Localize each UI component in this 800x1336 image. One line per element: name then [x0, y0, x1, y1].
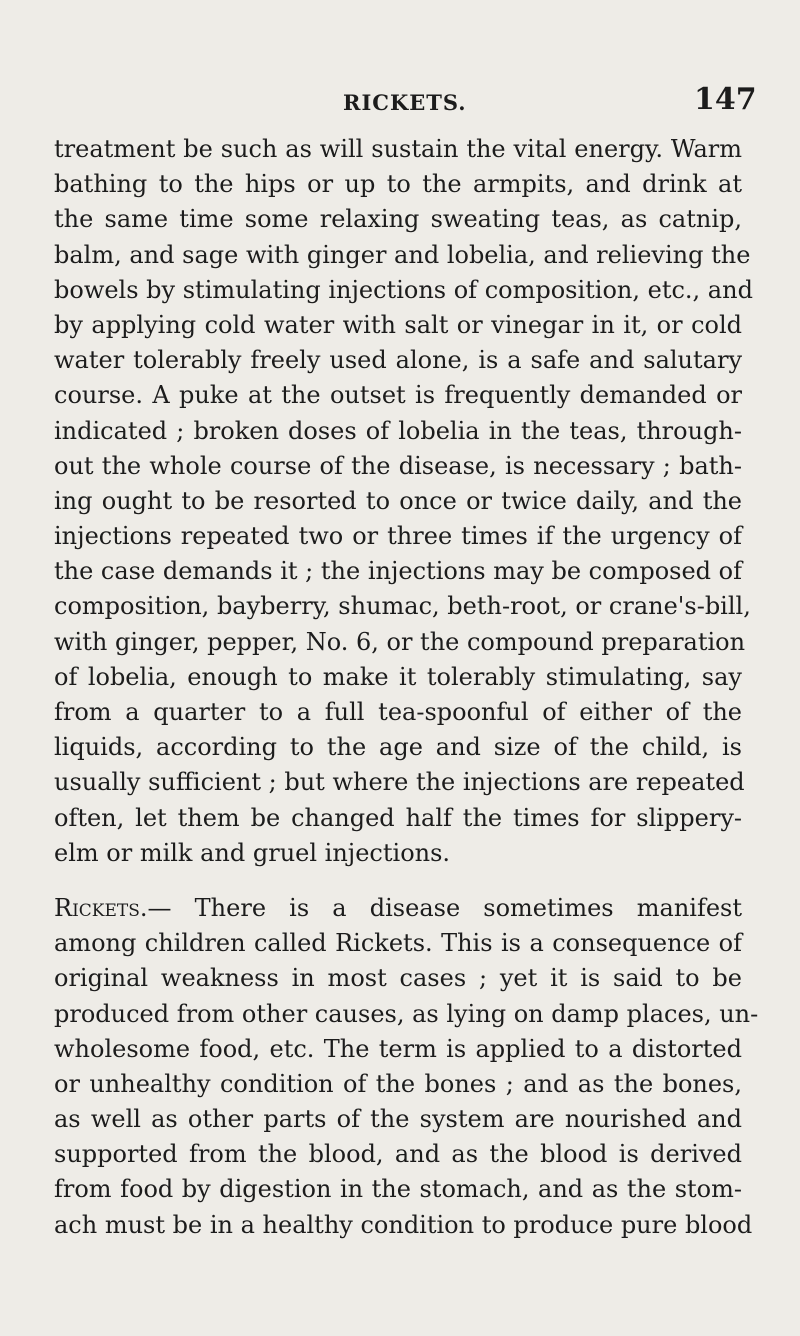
text-line: bathing to the hips or up to the armpits, and drink at	[54, 170, 742, 199]
body-text	[54, 132, 759, 1243]
paragraph-rickets	[54, 891, 759, 1243]
text-line: water tolerably freely used alone, is a safe and salutary	[54, 346, 742, 375]
text-line: with ginger, pepper, No. 6, or the compound preparation	[54, 627, 746, 656]
text-line: as well as other parts of the system are nourished and	[54, 1105, 742, 1134]
text-line: from food by digestion in the stomach, and as the stom-	[54, 1175, 742, 1204]
text-line: the case demands it ; the injections may be composed of	[54, 557, 742, 586]
text-line: produced from other causes, as lying on damp places, un-	[54, 999, 759, 1028]
text-line: often, let them be changed half the times for slippery-	[54, 803, 742, 832]
text-line: treatment be such as will sustain the vital energy. Warm	[54, 135, 742, 163]
text-line: injections repeated two or three times if the urgency of	[54, 522, 742, 551]
heading-continuation: — There is a disease sometimes manifest	[147, 893, 742, 922]
text-line: ing ought to be resorted to once or twice daily, and the	[54, 486, 742, 515]
paragraph-spacer	[54, 871, 742, 891]
text-line: usually sufficient ; but where the injections are repeated	[54, 768, 745, 797]
paragraph-treatment	[54, 132, 753, 871]
text-line: or unhealthy condition of the bones ; and as the bones,	[54, 1069, 742, 1098]
text-line: course. A puke at the outset is frequently demanded or	[54, 381, 742, 410]
section-heading-rickets: Rickets.	[54, 893, 148, 922]
text-line: wholesome food, etc. The term is applied to a distorted	[54, 1034, 742, 1063]
text-line: original weakness in most cases ; yet it is said to be	[54, 964, 742, 993]
running-title: RICKETS.	[343, 90, 467, 115]
text-line	[54, 891, 742, 926]
text-line: supported from the blood, and as the blood is derived	[54, 1140, 742, 1169]
text-line: from a quarter to a full tea-spoonful of either of the	[54, 698, 742, 726]
text-line: of lobelia, enough to make it tolerably stimulating, say	[54, 662, 742, 691]
text-line: composition, bayberry, shumac, beth-root, or crane's-bill,	[54, 592, 751, 621]
text-line: ach must be in a healthy condition to produce pure blood	[54, 1210, 753, 1239]
text-line: among children called Rickets. This is a consequence of	[54, 929, 742, 958]
page-number: 147	[694, 82, 757, 117]
text-line: liquids, according to the age and size of the child, is	[54, 733, 742, 762]
text-line: out the whole course of the disease, is necessary ; bath-	[54, 451, 742, 480]
running-head	[0, 82, 800, 122]
text-line: by applying cold water with salt or vinegar in it, or cold	[54, 310, 742, 339]
text-line: bowels by stimulating injections of composition, etc., and	[54, 275, 753, 304]
text-line: elm or milk and gruel injections.	[54, 838, 451, 867]
text-line: indicated ; broken doses of lobelia in the teas, through-	[54, 416, 742, 445]
text-line: balm, and sage with ginger and lobelia, and relieving the	[54, 240, 751, 269]
text-line: the same time some relaxing sweating teas, as catnip,	[54, 205, 742, 234]
